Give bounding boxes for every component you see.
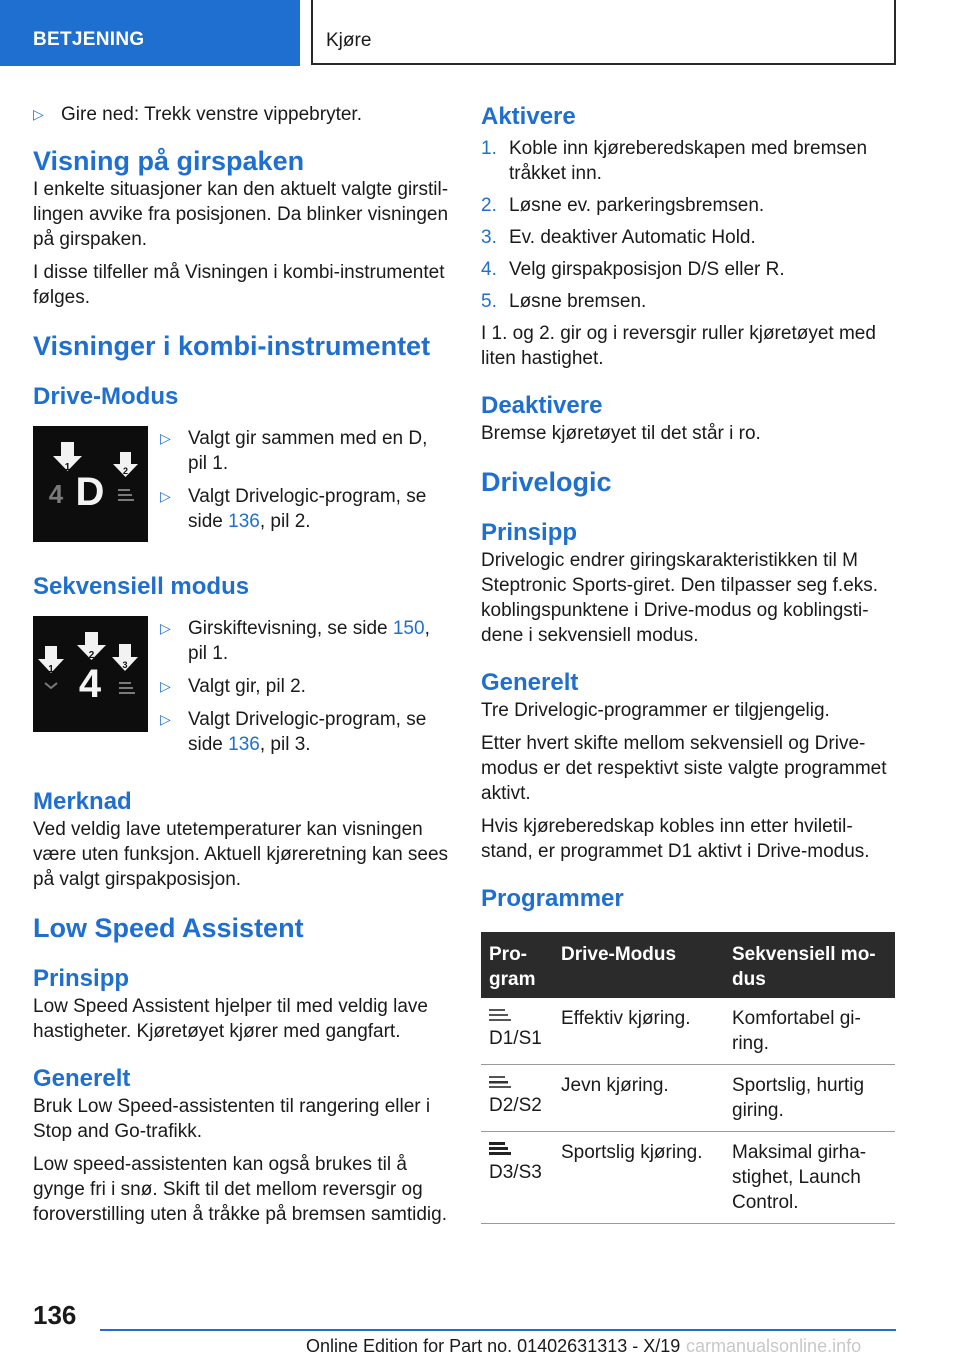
step-number: 5. [481, 291, 497, 312]
heading-aktivere: Aktivere [481, 103, 576, 130]
triangle-bullet-icon: ▷ [160, 711, 171, 727]
paragraph: Bremse kjøretøyet til det står i ro. [481, 423, 761, 444]
column-header: Sekvensiell mo-dus [724, 932, 895, 998]
header-chapter [311, 0, 896, 65]
triangle-bullet-icon: ▷ [160, 678, 171, 694]
header-section-label: BETJENING [33, 29, 145, 50]
step-text: Løsne ev. parkeringsbremsen. [509, 195, 765, 216]
bullet-text: Valgt gir, pil 2. [188, 676, 306, 697]
arrow-label: 3 [122, 660, 128, 670]
arrow-label: 1 [48, 664, 54, 675]
paragraph: I enkelte situasjoner kan den aktuelt valgte girstil-lingen avvike fra posisjonen. Da blinker visningen på girspaken. [33, 179, 449, 250]
heading-low-speed-assistent: Low Speed Assistent [33, 913, 304, 943]
drive-modus-display-image [33, 426, 148, 542]
column-header: Drive-Modus [553, 932, 724, 998]
header-chapter-label: Kjøre [326, 30, 372, 51]
list-item [481, 225, 895, 250]
program-label: D3/S3 [489, 1162, 542, 1183]
table-header-row [481, 932, 895, 998]
list-item [160, 616, 451, 666]
paragraph: Low Speed Assistent hjelper til med veldig lave hastigheter. Kjøretøyet kjører med gangfart. [33, 996, 429, 1042]
programs-table [481, 932, 895, 1224]
heading-deaktivere: Deaktivere [481, 392, 603, 419]
triangle-bullet-icon: ▷ [160, 430, 171, 446]
drive-display-icon [33, 426, 148, 542]
paragraph: I disse tilfeller må Visningen i kombi-instrumentet følges. [33, 262, 445, 308]
footer-divider [100, 1329, 896, 1331]
paragraph: I 1. og 2. gir og i reversgir ruller kjøretøyet med liten hastighet. [481, 323, 876, 369]
heading-generelt: Generelt [481, 669, 579, 696]
gear-letter: D [75, 470, 105, 514]
gear-number: 4 [78, 662, 102, 706]
header-section [0, 0, 300, 66]
paragraph: Ved veldig lave utetemperaturer kan visningen være uten funksjon. Aktuell kjøreretning kan sees på valgt girspakposisjon. [33, 819, 449, 890]
program-cell [481, 1132, 553, 1224]
steps-list [481, 136, 895, 314]
program-label: D2/S2 [489, 1095, 542, 1116]
paragraph: Low speed-assistenten kan også brukes til å gynge fri i snø. Skift til det mellom reversgir og foroverstilling uten å tråkke på bremsen samtidig. [33, 1154, 447, 1225]
bullet-text: , pil 3. [259, 734, 311, 755]
sekvensiell-bullets [160, 616, 451, 765]
heading-visninger: Visninger i kombi-instrumentet [33, 331, 431, 361]
heading-generelt: Generelt [33, 1065, 131, 1092]
sekv-cell: Sportslig, hurtig giring. [724, 1065, 895, 1132]
paragraph: Drivelogic endrer giringskarakteristikken til M Steptronic Sports-giret. Den tilpasser seg f.eks. koblingspunktene i Drive-modus og koblingsti-dene i sekvensiell modus. [481, 550, 879, 646]
step-number: 1. [481, 138, 497, 159]
bullet-text: , pil 2. [259, 511, 311, 532]
heading-drive-modus: Drive-Modus [33, 383, 179, 410]
sekvensiell-display-image [33, 616, 148, 732]
sekvensiell-figure [33, 616, 451, 765]
heading-merknad: Merknad [33, 788, 132, 815]
list-item [160, 426, 451, 476]
heading-prinsipp: Prinsipp [481, 519, 578, 546]
heading-sekvensiell: Sekvensiell modus [33, 573, 250, 600]
paragraph: Bruk Low Speed-assistenten til rangering eller i Stop and Go-trafikk. [33, 1096, 431, 1142]
step-number: 3. [481, 227, 497, 248]
triangle-bullet-icon: ▷ [160, 620, 171, 636]
arrow-label: 2 [88, 650, 95, 661]
heading-programmer: Programmer [481, 885, 624, 912]
page-link[interactable]: 136 [228, 511, 260, 532]
watermark: carmanualsonline.info [686, 1336, 862, 1356]
heading-visning: Visning på girspaken [33, 146, 305, 176]
page-link[interactable]: 136 [228, 734, 260, 755]
right-column [481, 102, 895, 1224]
list-item [160, 674, 451, 699]
bullet-text: Valgt gir sammen med en D, pil 1. [188, 428, 428, 474]
list-item [481, 136, 895, 186]
heading-drivelogic: Drivelogic [481, 467, 612, 497]
list-item [481, 257, 895, 282]
paragraph: Etter hvert skifte mellom sekvensiell og Drive-modus er det respektivt siste valgte programmet aktivt. [481, 733, 887, 804]
bullet-text: Girskiftevisning, se side [188, 618, 393, 639]
bullet-text: Valgt Drivelogic-program, se side [188, 486, 427, 532]
program-1-icon [489, 1006, 513, 1022]
bullet-text: , pil 1. [188, 618, 430, 664]
step-number: 2. [481, 195, 497, 216]
triangle-bullet-icon: ▷ [160, 488, 171, 504]
heading-prinsipp: Prinsipp [33, 965, 130, 992]
triangle-bullet-icon: ▷ [33, 106, 44, 122]
program-level: 4 [48, 479, 64, 509]
step-text: Koble inn kjøreberedskapen med bremsen tråkket inn. [509, 138, 868, 184]
bullet-text: Gire ned: Trekk venstre vippebryter. [61, 104, 362, 125]
left-column [33, 102, 451, 1235]
program-3-icon [489, 1140, 513, 1156]
drive-modus-bullets [160, 426, 451, 542]
step-number: 4. [481, 259, 497, 280]
step-text: Ev. deaktiver Automatic Hold. [509, 227, 756, 248]
program-cell [481, 998, 553, 1065]
arrow-label: 2 [122, 466, 129, 476]
list-item [160, 484, 451, 534]
page-link[interactable]: 150 [392, 618, 425, 639]
drive-cell: Jevn kjøring. [553, 1065, 724, 1132]
drive-cell: Sportslig kjøring. [553, 1132, 724, 1224]
bullet-text: Valgt Drivelogic-program, se side [188, 709, 427, 755]
paragraph: Tre Drivelogic-programmer er tilgjengelig. [481, 700, 830, 721]
paragraph: Hvis kjøreberedskap kobles inn etter hviletil-stand, er programmet D1 aktivt i Drive-modus. [481, 816, 870, 862]
sekvensiell-display-icon [33, 616, 148, 732]
column-header: Pro-gram [481, 932, 553, 998]
list-item [481, 289, 895, 314]
table-row [481, 998, 895, 1065]
sekv-cell: Maksimal girha-stighet, Launch Control. [724, 1132, 895, 1224]
page-number: 136 [33, 1300, 77, 1330]
list-item [160, 707, 451, 757]
table-row [481, 1065, 895, 1132]
step-text: Løsne bremsen. [509, 291, 647, 312]
list-item [33, 102, 451, 127]
footer-edition: Online Edition for Part no. 01402631313 - X/19 [306, 1336, 681, 1356]
arrow-label: 1 [64, 462, 71, 473]
drive-modus-figure [33, 426, 451, 542]
program-cell [481, 1065, 553, 1132]
step-text: Velg girspakposisjon D/S eller R. [509, 259, 785, 280]
program-2-icon [489, 1073, 513, 1089]
program-label: D1/S1 [489, 1028, 542, 1049]
sekv-cell: Komfortabel gi-ring. [724, 998, 895, 1065]
list-item [481, 193, 895, 218]
drive-cell: Effektiv kjøring. [553, 998, 724, 1065]
table-row [481, 1132, 895, 1224]
